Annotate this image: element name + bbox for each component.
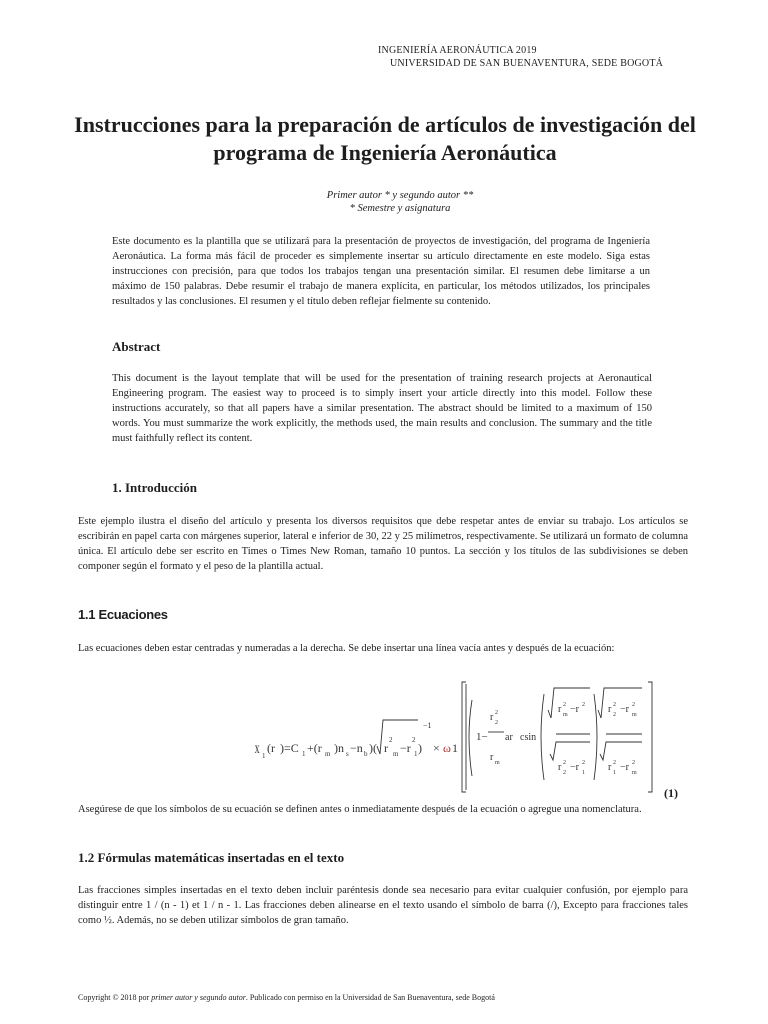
equations-paragraph: Las ecuaciones deben estar centradas y numeradas a la derecha. Se debe insertar una línea vacía antes y después de la ecuación: (78, 643, 615, 654)
svg-text:)(: )( (369, 741, 377, 755)
svg-text:2: 2 (389, 736, 393, 744)
equation-image-right (520, 680, 680, 795)
abstract-heading: Abstract (112, 339, 161, 354)
svg-text:1: 1 (262, 752, 266, 760)
svg-text:2: 2 (495, 720, 498, 726)
svg-text:2: 2 (582, 702, 585, 708)
running-header-university: UNIVERSIDAD DE SAN BUENAVENTURA, SEDE BOGOTÁ (390, 58, 664, 69)
introduction-paragraph: Este ejemplo ilustra el diseño del artículo y presenta los diversos requisitos que debe respetar antes de enviar su trabajo. Los artículos se escribirán en papel carta con márgenes superior, lateral e inferior de 30, 22 y 25 milímetros, respectivamente. Se utilizará un formato de columna única. El artículo debe ser escrito en Times o Times New Roman, tamaño 10 puntos. La sección y los títulos de las subdivisiones se deben componer según el formato y el peso de la plantilla actual. (78, 516, 688, 572)
svg-text:(r: (r (267, 741, 275, 755)
svg-text:2: 2 (563, 770, 566, 776)
svg-text:): ) (418, 741, 422, 755)
svg-text:r: r (608, 704, 612, 715)
svg-text:2: 2 (613, 702, 616, 708)
svg-text:−r: −r (400, 741, 411, 755)
formulas-paragraph: Las fracciones simples insertadas en el texto deben incluir paréntesis donde sea necesario para evitar cualquier confusión, por ejemplo para distinguir entre 1 / (n - 1) et 1 / n - 1. Las fracciones deben alinearse en el texto usando el símbolo de barra (/), Excepto para fracciones tales como ½. Además, no se deben utilizar símbolos de gran tamaño. (78, 885, 688, 926)
svg-text:m: m (495, 760, 500, 766)
svg-text:ar: ar (505, 732, 513, 743)
svg-text:)n: )n (334, 741, 344, 755)
svg-text:m: m (632, 712, 637, 718)
svg-text:−r: −r (620, 762, 629, 773)
introduction-heading: 1. Introducción (112, 480, 197, 495)
svg-text:2: 2 (495, 710, 498, 716)
svg-text:2: 2 (632, 702, 635, 708)
svg-text:b: b (364, 750, 368, 758)
svg-text:−r: −r (570, 704, 579, 715)
paper-title (40, 111, 730, 167)
svg-text:1: 1 (613, 770, 616, 776)
equation-number: (1) (664, 786, 678, 800)
svg-text:1: 1 (414, 750, 418, 758)
svg-text:×: × (433, 741, 440, 755)
svg-text:r: r (384, 741, 388, 755)
svg-text:r: r (558, 704, 562, 715)
copyright-footer (78, 993, 495, 1002)
svg-text:−r: −r (570, 762, 579, 773)
paper-title-line-1: Instrucciones para la preparación de artículos de investigación del (74, 112, 696, 137)
equation-image (250, 680, 520, 795)
svg-text:2: 2 (412, 736, 416, 744)
svg-text:s: s (346, 750, 349, 758)
svg-text:m: m (632, 770, 637, 776)
svg-text:r: r (490, 752, 494, 763)
svg-text:csin: csin (520, 732, 537, 743)
svg-text:2: 2 (582, 760, 585, 766)
svg-text:1: 1 (452, 741, 458, 755)
equations-heading: 1.1 Ecuaciones (78, 607, 168, 622)
running-header-program: INGENIERÍA AERONÁUTICA 2019 (378, 45, 537, 56)
formulas-heading: 1.2 Fórmulas matemáticas insertadas en el texto (78, 850, 345, 865)
svg-text:x: x (254, 738, 260, 757)
author-affiliation: * Semestre y asignatura (349, 203, 451, 214)
footer-suffix: . Publicado con permiso en la Universidad de San Buenaventura, sede Bogotá (245, 993, 495, 1002)
footer-authors: primer autor y segundo autor (151, 993, 246, 1002)
svg-text:−r: −r (620, 704, 629, 715)
svg-text:ω: ω (443, 741, 451, 755)
svg-text:m: m (325, 750, 331, 758)
author-names: Primer autor * y segundo autor ** (326, 190, 474, 201)
equation-note-paragraph: Asegúrese de que los símbolos de su ecuación se definen antes o inmediatamente después de la ecuación o agregue una nomenclatura. (78, 804, 642, 815)
resumen-paragraph: Este documento es la plantilla que se utilizará para la presentación de proyectos de investigación, del programa de Ingeniería Aeronáutica. La forma más fácil de proceder es simplemente insertar su artículo directamente en este modelo. Siga estas instrucciones con precisión, para que todos los trabajos tengan una presentación similar. El resumen debe limitarse a un máximo de 150 palabras. Debe resumir el trabajo de manera explícita, en particular, los métodos utilizados, los principales resultados y las conclusiones. El resumen y el título deben reflejar fielmente su contenido. (112, 236, 650, 307)
svg-text:r: r (558, 762, 562, 773)
svg-text:r: r (490, 712, 494, 723)
svg-text:m: m (563, 712, 568, 718)
svg-text:2: 2 (613, 760, 616, 766)
svg-text:r: r (608, 762, 612, 773)
abstract-paragraph: This document is the layout template that will be used for the presentation of training research projects at Aeronautical Engineering program. The easiest way to proceed is to simply insert your article directly into this model. Follow these instructions accurately, so that all papers have a similar presentation. The abstract should be limited to a maximum of 150 words. You must summarize the work explicitly, the methods used, the main results and conclusion. The summary and the title must faithfully reflect its content. (112, 373, 652, 444)
footer-prefix: Copyright © 2018 por (78, 993, 152, 1002)
svg-text:−1: −1 (423, 721, 432, 730)
paper-title-line-2: programa de Ingeniería Aeronáutica (213, 140, 557, 165)
svg-text:+(r: +(r (307, 741, 322, 755)
svg-text:2: 2 (632, 760, 635, 766)
author-block (40, 189, 760, 215)
svg-text:1−: 1− (476, 731, 488, 743)
svg-text:m: m (393, 750, 399, 758)
svg-text:2: 2 (563, 760, 566, 766)
svg-text:2: 2 (563, 702, 566, 708)
svg-text:1: 1 (582, 770, 585, 776)
svg-text:2: 2 (613, 712, 616, 718)
svg-text:1: 1 (302, 750, 306, 758)
svg-text:)=C: )=C (280, 741, 299, 755)
svg-text:−n: −n (350, 741, 363, 755)
